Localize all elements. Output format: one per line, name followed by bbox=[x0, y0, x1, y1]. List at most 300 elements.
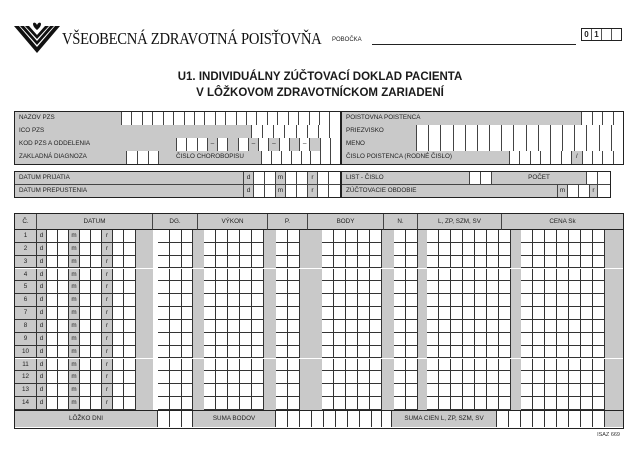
table-cell[interactable] bbox=[439, 371, 451, 384]
table-cell[interactable] bbox=[91, 281, 102, 294]
date-cell[interactable] bbox=[318, 185, 329, 197]
table-cell[interactable] bbox=[113, 359, 124, 372]
input-cell[interactable] bbox=[311, 151, 321, 164]
table-cell[interactable] bbox=[252, 281, 264, 294]
input-cell[interactable] bbox=[278, 112, 288, 125]
table-cell[interactable] bbox=[204, 384, 216, 397]
table-cell[interactable] bbox=[47, 243, 58, 256]
table-cell[interactable] bbox=[47, 384, 58, 397]
input-cell[interactable] bbox=[153, 112, 163, 125]
input-cell[interactable] bbox=[502, 138, 514, 151]
table-cell[interactable] bbox=[334, 320, 346, 333]
table-cell[interactable] bbox=[394, 320, 406, 333]
table-cell[interactable] bbox=[58, 384, 69, 397]
input-cell[interactable] bbox=[563, 138, 575, 151]
table-cell[interactable] bbox=[545, 397, 557, 410]
table-cell[interactable] bbox=[228, 346, 240, 359]
diagnosis-cell[interactable] bbox=[149, 151, 159, 164]
table-cell[interactable] bbox=[216, 269, 228, 282]
table-cell[interactable] bbox=[557, 256, 569, 269]
table-cell[interactable] bbox=[521, 371, 533, 384]
table-cell[interactable] bbox=[252, 397, 264, 410]
table-cell[interactable] bbox=[475, 269, 487, 282]
table-cell[interactable] bbox=[358, 359, 370, 372]
table-cell[interactable] bbox=[569, 256, 581, 269]
table-cell[interactable] bbox=[487, 346, 499, 359]
table-cell[interactable] bbox=[80, 294, 91, 307]
input-cell[interactable] bbox=[541, 151, 551, 164]
input-cell[interactable] bbox=[575, 125, 587, 138]
table-cell[interactable] bbox=[557, 307, 569, 320]
table-cell[interactable] bbox=[91, 384, 102, 397]
table-cell[interactable] bbox=[204, 307, 216, 320]
table-cell[interactable] bbox=[252, 294, 264, 307]
table-cell[interactable] bbox=[533, 320, 545, 333]
table-cell[interactable] bbox=[91, 346, 102, 359]
input-cell[interactable] bbox=[290, 138, 300, 151]
table-cell[interactable] bbox=[346, 397, 358, 410]
table-cell[interactable] bbox=[322, 397, 334, 410]
table-cell[interactable] bbox=[124, 371, 136, 384]
sheet-number-cell[interactable] bbox=[481, 172, 492, 184]
sum-cell[interactable] bbox=[497, 411, 509, 427]
table-cell[interactable] bbox=[216, 397, 228, 410]
input-cell[interactable] bbox=[603, 151, 613, 164]
table-cell[interactable] bbox=[475, 320, 487, 333]
input-cell[interactable] bbox=[280, 138, 290, 151]
table-cell[interactable] bbox=[288, 281, 300, 294]
table-cell[interactable] bbox=[58, 269, 69, 282]
table-cell[interactable] bbox=[276, 269, 288, 282]
insured-id-cells[interactable] bbox=[510, 151, 623, 164]
table-cell[interactable] bbox=[334, 384, 346, 397]
surname-cells[interactable] bbox=[417, 125, 623, 138]
input-cell[interactable] bbox=[575, 138, 587, 151]
table-cell[interactable] bbox=[545, 359, 557, 372]
table-cell[interactable] bbox=[593, 346, 605, 359]
table-cell[interactable] bbox=[406, 243, 418, 256]
table-cell[interactable] bbox=[521, 230, 533, 243]
table-cell[interactable] bbox=[499, 269, 511, 282]
table-cell[interactable] bbox=[80, 230, 91, 243]
table-cell[interactable] bbox=[475, 359, 487, 372]
table-cell[interactable] bbox=[170, 333, 182, 346]
table-cell[interactable] bbox=[557, 281, 569, 294]
table-cell[interactable] bbox=[113, 307, 124, 320]
table-cell[interactable] bbox=[170, 359, 182, 372]
table-cell[interactable] bbox=[91, 320, 102, 333]
table-cell[interactable] bbox=[216, 294, 228, 307]
table-cell[interactable] bbox=[322, 371, 334, 384]
table-cell[interactable] bbox=[158, 230, 170, 243]
table-cell[interactable] bbox=[124, 307, 136, 320]
table-cell[interactable] bbox=[581, 346, 593, 359]
table-cell[interactable] bbox=[80, 346, 91, 359]
table-cell[interactable] bbox=[288, 320, 300, 333]
table-cell[interactable] bbox=[451, 384, 463, 397]
table-cell[interactable] bbox=[533, 269, 545, 282]
table-cell[interactable] bbox=[475, 346, 487, 359]
table-cell[interactable] bbox=[487, 397, 499, 410]
input-cell[interactable] bbox=[603, 112, 614, 125]
table-cell[interactable] bbox=[499, 384, 511, 397]
input-cell[interactable] bbox=[302, 151, 312, 164]
table-cell[interactable] bbox=[358, 243, 370, 256]
table-cell[interactable] bbox=[47, 230, 58, 243]
table-cell[interactable] bbox=[346, 346, 358, 359]
table-cell[interactable] bbox=[124, 384, 136, 397]
input-cell[interactable] bbox=[122, 112, 132, 125]
date-cell[interactable] bbox=[254, 185, 265, 197]
table-cell[interactable] bbox=[487, 371, 499, 384]
table-cell[interactable] bbox=[113, 269, 124, 282]
table-cell[interactable] bbox=[91, 269, 102, 282]
input-cell[interactable] bbox=[272, 151, 282, 164]
sum-cell[interactable] bbox=[312, 411, 324, 427]
table-cell[interactable] bbox=[58, 397, 69, 410]
table-cell[interactable] bbox=[370, 281, 382, 294]
table-cell[interactable] bbox=[545, 384, 557, 397]
table-cell[interactable] bbox=[439, 346, 451, 359]
table-cell[interactable] bbox=[439, 359, 451, 372]
table-cell[interactable] bbox=[593, 243, 605, 256]
table-cell[interactable] bbox=[240, 346, 252, 359]
table-cell[interactable] bbox=[521, 333, 533, 346]
table-cell[interactable] bbox=[475, 281, 487, 294]
table-cell[interactable] bbox=[204, 256, 216, 269]
table-cell[interactable] bbox=[521, 359, 533, 372]
table-cell[interactable] bbox=[80, 269, 91, 282]
table-cell[interactable] bbox=[569, 346, 581, 359]
provider-code-cells[interactable] bbox=[177, 138, 340, 151]
table-cell[interactable] bbox=[370, 256, 382, 269]
table-cell[interactable] bbox=[545, 333, 557, 346]
table-cell[interactable] bbox=[80, 243, 91, 256]
table-cell[interactable] bbox=[228, 256, 240, 269]
table-cell[interactable] bbox=[487, 281, 499, 294]
table-cell[interactable] bbox=[370, 346, 382, 359]
table-cell[interactable] bbox=[252, 256, 264, 269]
table-cell[interactable] bbox=[406, 346, 418, 359]
table-cell[interactable] bbox=[158, 320, 170, 333]
table-cell[interactable] bbox=[288, 346, 300, 359]
table-cell[interactable] bbox=[124, 256, 136, 269]
table-cell[interactable] bbox=[533, 397, 545, 410]
input-cell[interactable] bbox=[289, 112, 299, 125]
table-cell[interactable] bbox=[406, 307, 418, 320]
table-cell[interactable] bbox=[394, 256, 406, 269]
table-cell[interactable] bbox=[158, 346, 170, 359]
table-cell[interactable] bbox=[499, 320, 511, 333]
table-cell[interactable] bbox=[451, 359, 463, 372]
table-cell[interactable] bbox=[346, 294, 358, 307]
count-cell[interactable] bbox=[587, 172, 598, 184]
table-cell[interactable] bbox=[521, 281, 533, 294]
table-cell[interactable] bbox=[557, 371, 569, 384]
table-cell[interactable] bbox=[427, 359, 439, 372]
table-cell[interactable] bbox=[240, 281, 252, 294]
table-cell[interactable] bbox=[346, 269, 358, 282]
table-cell[interactable] bbox=[370, 333, 382, 346]
table-cell[interactable] bbox=[91, 230, 102, 243]
table-cell[interactable] bbox=[80, 384, 91, 397]
input-cell[interactable] bbox=[331, 138, 340, 151]
input-cell[interactable] bbox=[593, 112, 604, 125]
table-cell[interactable] bbox=[451, 333, 463, 346]
input-cell[interactable] bbox=[612, 138, 623, 151]
table-cell[interactable] bbox=[170, 371, 182, 384]
input-cell[interactable] bbox=[490, 138, 502, 151]
table-cell[interactable] bbox=[427, 230, 439, 243]
date-cell[interactable] bbox=[297, 185, 308, 197]
input-cell[interactable] bbox=[417, 138, 429, 151]
table-cell[interactable] bbox=[463, 320, 475, 333]
table-cell[interactable] bbox=[334, 256, 346, 269]
table-cell[interactable] bbox=[346, 333, 358, 346]
input-cell[interactable] bbox=[454, 138, 466, 151]
date-cell[interactable] bbox=[329, 185, 340, 197]
table-cell[interactable] bbox=[593, 371, 605, 384]
table-cell[interactable] bbox=[182, 359, 193, 372]
table-cell[interactable] bbox=[370, 294, 382, 307]
table-cell[interactable] bbox=[124, 320, 136, 333]
sum-cell[interactable] bbox=[545, 411, 557, 427]
table-cell[interactable] bbox=[80, 307, 91, 320]
table-cell[interactable] bbox=[487, 243, 499, 256]
table-cell[interactable] bbox=[533, 384, 545, 397]
table-cell[interactable] bbox=[182, 371, 193, 384]
table-cell[interactable] bbox=[80, 256, 91, 269]
table-cell[interactable] bbox=[228, 230, 240, 243]
input-cell[interactable] bbox=[132, 112, 142, 125]
table-cell[interactable] bbox=[47, 371, 58, 384]
input-cell[interactable] bbox=[177, 138, 187, 151]
table-cell[interactable] bbox=[358, 346, 370, 359]
table-cell[interactable] bbox=[463, 307, 475, 320]
table-cell[interactable] bbox=[406, 359, 418, 372]
table-cell[interactable] bbox=[499, 397, 511, 410]
sum-cell[interactable] bbox=[382, 411, 392, 427]
table-cell[interactable] bbox=[228, 397, 240, 410]
table-cell[interactable] bbox=[569, 281, 581, 294]
table-cell[interactable] bbox=[252, 243, 264, 256]
table-cell[interactable] bbox=[545, 230, 557, 243]
table-cell[interactable] bbox=[569, 397, 581, 410]
table-cell[interactable] bbox=[487, 230, 499, 243]
table-cell[interactable] bbox=[113, 397, 124, 410]
table-cell[interactable] bbox=[124, 346, 136, 359]
table-cell[interactable] bbox=[170, 269, 182, 282]
sum-cell[interactable] bbox=[324, 411, 336, 427]
table-cell[interactable] bbox=[499, 333, 511, 346]
date-cell[interactable] bbox=[286, 185, 297, 197]
table-cell[interactable] bbox=[394, 397, 406, 410]
table-cell[interactable] bbox=[346, 230, 358, 243]
table-cell[interactable] bbox=[252, 307, 264, 320]
table-cell[interactable] bbox=[240, 333, 252, 346]
input-cell[interactable] bbox=[582, 112, 593, 125]
table-cell[interactable] bbox=[394, 243, 406, 256]
table-cell[interactable] bbox=[170, 320, 182, 333]
table-cell[interactable] bbox=[358, 230, 370, 243]
table-cell[interactable] bbox=[427, 397, 439, 410]
input-cell[interactable] bbox=[292, 151, 302, 164]
table-cell[interactable] bbox=[439, 320, 451, 333]
table-cell[interactable] bbox=[451, 243, 463, 256]
input-cell[interactable] bbox=[257, 112, 267, 125]
input-cell[interactable] bbox=[228, 138, 238, 151]
table-cell[interactable] bbox=[346, 281, 358, 294]
input-cell[interactable] bbox=[237, 112, 247, 125]
table-cell[interactable] bbox=[216, 281, 228, 294]
table-cell[interactable] bbox=[370, 371, 382, 384]
table-cell[interactable] bbox=[288, 269, 300, 282]
input-cell[interactable] bbox=[310, 112, 320, 125]
sum-cell[interactable] bbox=[533, 411, 545, 427]
input-cell[interactable] bbox=[263, 125, 274, 138]
table-cell[interactable] bbox=[451, 346, 463, 359]
insurer-cells[interactable] bbox=[582, 112, 623, 125]
table-cell[interactable] bbox=[487, 333, 499, 346]
table-cell[interactable] bbox=[47, 397, 58, 410]
table-cell[interactable] bbox=[593, 320, 605, 333]
diagnosis-cell[interactable] bbox=[138, 151, 149, 164]
table-cell[interactable] bbox=[322, 269, 334, 282]
table-cell[interactable] bbox=[533, 294, 545, 307]
table-cell[interactable] bbox=[427, 256, 439, 269]
table-cell[interactable] bbox=[370, 320, 382, 333]
table-cell[interactable] bbox=[113, 243, 124, 256]
table-cell[interactable] bbox=[252, 359, 264, 372]
table-cell[interactable] bbox=[124, 359, 136, 372]
table-cell[interactable] bbox=[240, 243, 252, 256]
table-cell[interactable] bbox=[439, 294, 451, 307]
input-cell[interactable] bbox=[226, 112, 236, 125]
table-cell[interactable] bbox=[322, 256, 334, 269]
table-cell[interactable] bbox=[240, 269, 252, 282]
table-cell[interactable] bbox=[358, 294, 370, 307]
table-cell[interactable] bbox=[124, 281, 136, 294]
table-cell[interactable] bbox=[451, 281, 463, 294]
table-cell[interactable] bbox=[47, 320, 58, 333]
input-cell[interactable] bbox=[563, 125, 575, 138]
table-cell[interactable] bbox=[569, 307, 581, 320]
table-cell[interactable] bbox=[463, 333, 475, 346]
table-cell[interactable] bbox=[394, 384, 406, 397]
table-cell[interactable] bbox=[581, 281, 593, 294]
period-cell[interactable] bbox=[598, 185, 610, 197]
table-cell[interactable] bbox=[593, 333, 605, 346]
table-cell[interactable] bbox=[240, 294, 252, 307]
table-cell[interactable] bbox=[58, 230, 69, 243]
table-cell[interactable] bbox=[170, 307, 182, 320]
table-cell[interactable] bbox=[124, 333, 136, 346]
table-cell[interactable] bbox=[557, 346, 569, 359]
table-cell[interactable] bbox=[252, 230, 264, 243]
sum-cell[interactable] bbox=[372, 411, 382, 427]
table-cell[interactable] bbox=[581, 384, 593, 397]
table-cell[interactable] bbox=[58, 371, 69, 384]
table-cell[interactable] bbox=[533, 307, 545, 320]
table-cell[interactable] bbox=[47, 294, 58, 307]
table-cell[interactable] bbox=[58, 333, 69, 346]
table-cell[interactable] bbox=[158, 281, 170, 294]
table-cell[interactable] bbox=[463, 281, 475, 294]
table-cell[interactable] bbox=[557, 243, 569, 256]
table-cell[interactable] bbox=[276, 307, 288, 320]
input-cell[interactable] bbox=[187, 138, 197, 151]
table-cell[interactable] bbox=[91, 333, 102, 346]
table-cell[interactable] bbox=[406, 230, 418, 243]
table-cell[interactable] bbox=[204, 230, 216, 243]
sum-cell[interactable] bbox=[336, 411, 348, 427]
table-cell[interactable] bbox=[439, 243, 451, 256]
table-cell[interactable] bbox=[545, 294, 557, 307]
table-cell[interactable] bbox=[521, 269, 533, 282]
sum-cell[interactable] bbox=[557, 411, 569, 427]
table-cell[interactable] bbox=[240, 359, 252, 372]
provider-name-cells[interactable] bbox=[122, 112, 340, 125]
table-cell[interactable] bbox=[182, 256, 193, 269]
table-cell[interactable] bbox=[58, 320, 69, 333]
table-cell[interactable] bbox=[521, 307, 533, 320]
table-cell[interactable] bbox=[113, 256, 124, 269]
table-cell[interactable] bbox=[346, 384, 358, 397]
table-cell[interactable] bbox=[545, 371, 557, 384]
table-cell[interactable] bbox=[216, 346, 228, 359]
table-cell[interactable] bbox=[334, 307, 346, 320]
table-cell[interactable] bbox=[581, 269, 593, 282]
input-cell[interactable] bbox=[510, 151, 520, 164]
table-cell[interactable] bbox=[158, 269, 170, 282]
branch-code-box[interactable] bbox=[581, 28, 622, 41]
diagnosis-cell[interactable] bbox=[127, 151, 138, 164]
input-cell[interactable] bbox=[143, 112, 153, 125]
table-cell[interactable] bbox=[91, 294, 102, 307]
table-cell[interactable] bbox=[58, 346, 69, 359]
date-cell[interactable] bbox=[265, 185, 276, 197]
table-cell[interactable] bbox=[406, 384, 418, 397]
table-cell[interactable] bbox=[252, 384, 264, 397]
input-cell[interactable] bbox=[466, 138, 478, 151]
table-cell[interactable] bbox=[228, 269, 240, 282]
table-cell[interactable] bbox=[475, 384, 487, 397]
input-cell[interactable] bbox=[551, 125, 563, 138]
table-cell[interactable] bbox=[439, 397, 451, 410]
input-cell[interactable] bbox=[239, 138, 249, 151]
table-cell[interactable] bbox=[463, 269, 475, 282]
table-cell[interactable] bbox=[58, 359, 69, 372]
input-cell[interactable] bbox=[299, 112, 309, 125]
table-cell[interactable] bbox=[394, 281, 406, 294]
table-cell[interactable] bbox=[322, 243, 334, 256]
table-cell[interactable] bbox=[113, 371, 124, 384]
table-cell[interactable] bbox=[451, 294, 463, 307]
input-cell[interactable] bbox=[441, 125, 453, 138]
sum-cell[interactable] bbox=[288, 411, 300, 427]
date-cell[interactable] bbox=[265, 172, 276, 184]
table-cell[interactable] bbox=[358, 256, 370, 269]
table-cell[interactable] bbox=[240, 307, 252, 320]
table-cell[interactable] bbox=[158, 243, 170, 256]
table-cell[interactable] bbox=[439, 307, 451, 320]
table-cell[interactable] bbox=[521, 243, 533, 256]
table-cell[interactable] bbox=[499, 243, 511, 256]
table-cell[interactable] bbox=[170, 256, 182, 269]
table-cell[interactable] bbox=[581, 230, 593, 243]
table-cell[interactable] bbox=[463, 230, 475, 243]
input-cell[interactable] bbox=[441, 138, 453, 151]
